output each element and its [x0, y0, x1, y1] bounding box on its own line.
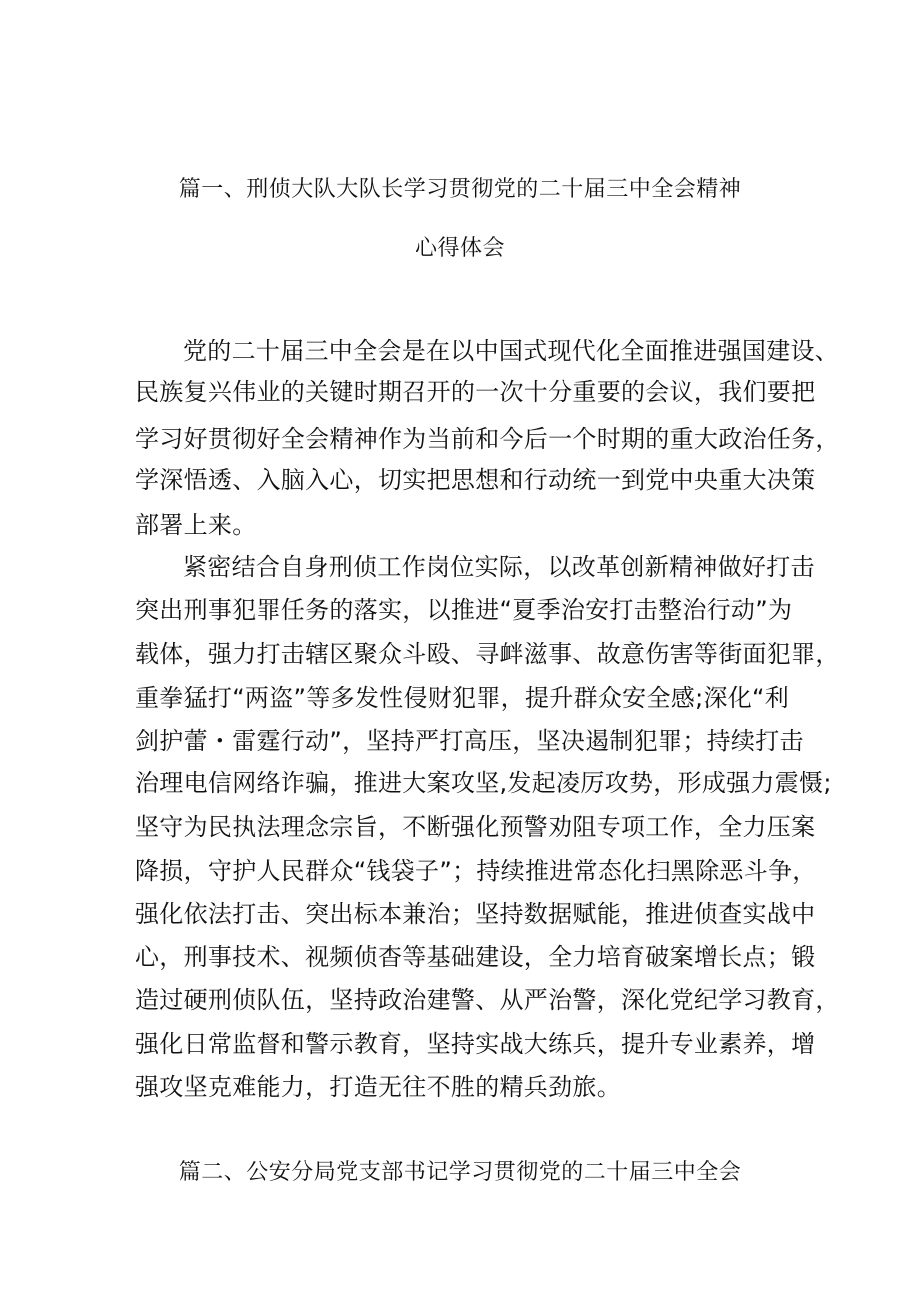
- article-1-paragraph-1-line: 党的二十届三中全会是在以中国式现代化全面推进强国建设、: [183, 337, 840, 365]
- article-1-paragraph-2-line: 剑护蕾・雷霆行动”，坚持严打高压，坚决遏制犯罪；持续打击: [135, 727, 804, 755]
- article-1-paragraph-2-line: 降损，守护人民群众“钱袋子”；持续推进常态化扫黑除恶斗争，: [135, 857, 817, 885]
- article-1-paragraph-2-line: 强攻坚克难能力，打造无往不胜的精兵劲旅。: [135, 1073, 621, 1101]
- article-1-paragraph-2-line: 强化日常监督和警示教育，坚持实战大练兵，提升专业素养，增: [135, 1030, 816, 1058]
- article-1-paragraph-2-line: 心，刑事技术、视频侦杳等基础建设，全力培育破案增长点；锻: [135, 943, 816, 971]
- article-1-paragraph-1-line: 学习好贯彻好全会精神作为当前和今后一个时期的重大政治任务，: [135, 425, 840, 453]
- article-1-paragraph-2-line: 治理电信网络诈骗，推进大案攻坚,发起凌厉攻势，形成强力震慑;: [135, 769, 832, 797]
- article-1-paragraph-1-line: 部署上来。: [135, 511, 257, 539]
- article-1-title-line-1: 篇一、刑侦大队大队长学习贯彻党的二十届三中全会精神: [178, 177, 742, 202]
- article-2-title-line-1: 篇二、公安分局党支部书记学习贯彻党的二十届三中全会: [178, 1160, 742, 1185]
- article-1-paragraph-1-line: 学深悟透、入脑入心，切实把思想和行动统一到党中央重大决策: [135, 466, 816, 494]
- article-1-paragraph-2-line: 突出刑事犯罪任务的落实，以推进“夏季治安打击整治行动”为: [135, 596, 793, 624]
- article-1-title-line-2: 心得体会: [414, 236, 505, 261]
- article-1-paragraph-2-line: 重拳猛打“两盗”等多发性侵财犯罪，提升群众安全感;深化“利: [135, 684, 790, 712]
- article-1-paragraph-2-line: 紧密结合自身刑侦工作岗位实际，以改革创新精神做好打击: [183, 553, 815, 581]
- article-1-paragraph-2-line: 强化依法打击、突出标本兼治；坚持数据赋能，推进侦查实战中: [135, 900, 816, 928]
- article-1-paragraph-2-line: 坚守为民执法理念宗旨，不断强化预警劝阻专项工作，全力压案: [135, 813, 816, 841]
- article-1-paragraph-1-line: 民族复兴伟业的关键时期召开的一次十分重要的会议，我们要把: [135, 378, 816, 406]
- article-1-paragraph-2-line: 造过硬刑侦队伍，坚持政治建警、从严治警，深化党纪学习教育，: [135, 986, 840, 1014]
- article-1-paragraph-2-line: 载体，强力打击辖区聚众斗殴、寻衅滋事、故意伤害等街面犯罪，: [135, 640, 840, 668]
